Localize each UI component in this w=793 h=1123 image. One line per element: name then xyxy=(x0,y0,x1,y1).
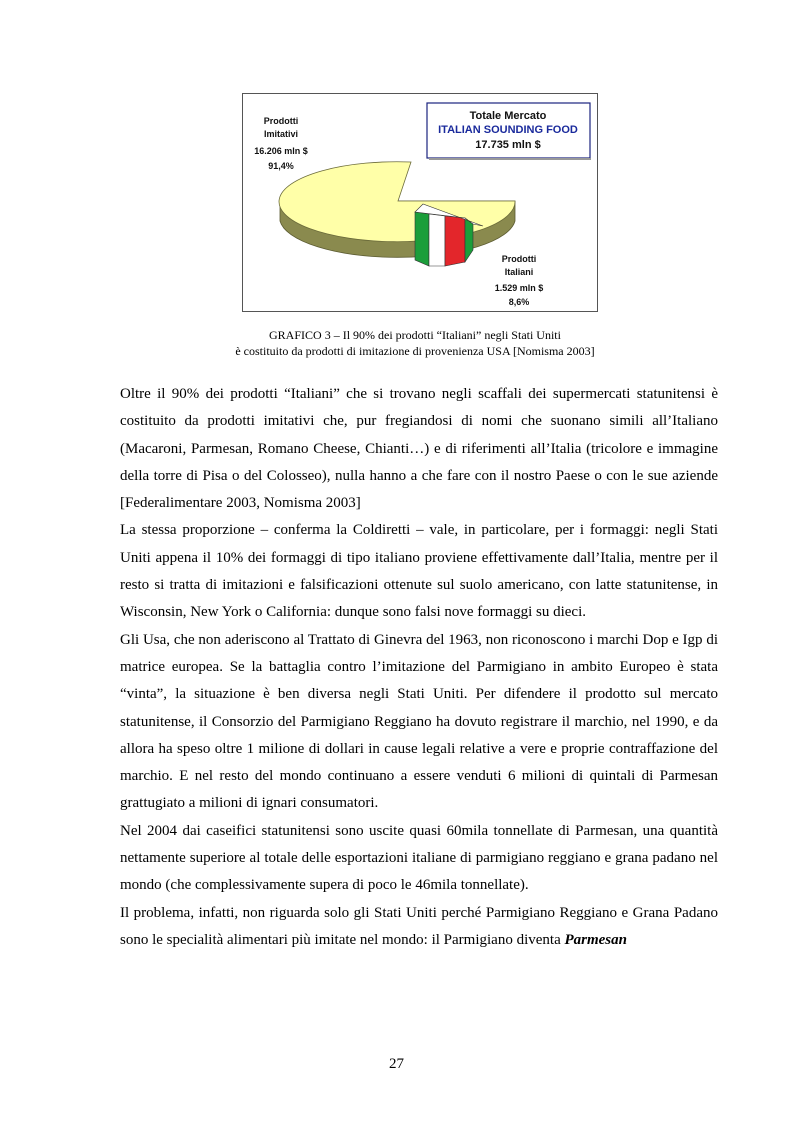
figure-caption-line2: è costituito da prodotti di imitazione di provenienza USA [Nomisma 2003] xyxy=(235,344,595,358)
imitativi-label-value: 16.206 mln $ xyxy=(254,146,308,156)
imitativi-label-line1: Prodotti xyxy=(263,116,299,126)
emphasis-parmesan: Parmesan xyxy=(564,931,627,948)
market-total-value: 17.735 mln $ xyxy=(475,139,541,151)
italiani-label-percent: 8,6% xyxy=(508,297,530,307)
italiani-label-value: 1.529 mln $ xyxy=(494,283,544,293)
italiani-side-red xyxy=(445,216,465,266)
imitativi-label-percent: 91,4% xyxy=(268,161,294,171)
market-total-title: Totale Mercato xyxy=(469,110,547,122)
italiani-label-line1: Prodotti xyxy=(501,254,537,264)
market-total-subtitle: ITALIAN SOUNDING FOOD xyxy=(438,124,578,136)
italiani-side-green xyxy=(415,212,429,266)
paragraph-last xyxy=(120,900,718,955)
pie-slice-imitativi xyxy=(279,162,515,242)
paragraph: Gli Usa, che non aderiscono al Trattato di Ginevra del 1963, non riconoscono i marchi Dop e Igp di matrice europea. Se la battaglia contro l’imitazione del Parmigiano in ambito Europeo è stata “vinta”, la situazione è ben diversa negli Stati Uniti. Per difendere il prodotto sul mercato statunitense, il Consorzio del Parmigiano Reggiano ha dovuto registrare il marchio, nel 1990, e da allora ha speso oltre 1 milione di dollari in cause legali relative a vere e proprie contraffazione del marchio. E nel resto del mondo continuano a essere venduti 6 milioni di quintali di Parmesan grattugiato a milioni di ignari consumatori. xyxy=(120,631,718,812)
figure-caption-line1: GRAFICO 3 – Il 90% dei prodotti “Italiani” negli Stati Uniti xyxy=(269,328,561,342)
paragraph: Oltre il 90% dei prodotti “Italiani” che si trovano negli scaffali dei supermercati statunitensi è costituito da prodotti imitativi che, pur fregiandosi di nomi che suonano simili all’Italiano (Macaroni, Parmesan, Romano Cheese, Chianti…) e di riferimenti all’Italia (tricolore e immagine della torre di Pisa o del Colosseo), nulla hanno a che fare con il nostro Paese o con le sue aziende [Federalimentare 2003, Nomisma 2003] xyxy=(120,386,718,512)
italiani-label-line2: Italiani xyxy=(504,267,534,277)
page-number: 27 xyxy=(389,1056,404,1072)
italiani-side-white xyxy=(429,214,445,266)
pie-chart xyxy=(243,94,597,311)
italiani-front-green xyxy=(465,218,473,262)
pie-chart-figure xyxy=(242,93,598,312)
paragraph: La stessa proporzione – conferma la Coldiretti – vale, in particolare, per i formaggi: negli Stati Uniti appena il 10% dei formaggi di tipo italiano proviene effettivamente dall’Italia, mentre per il resto si tratta di imitazioni e falsificazioni ottenute sul suolo americano, con latte statunitense, in Wisconsin, New York o California: dunque sono falsi nove formaggi su dieci. xyxy=(120,522,718,621)
body-text xyxy=(120,381,718,954)
paragraph: Nel 2004 dai caseifici statunitensi sono uscite quasi 60mila tonnellate di Parmesan, una quantità nettamente superiore al totale delle esportazioni italiane di parmigiano reggiano e grana padano nel mondo (che complessivamente supera di poco le 46mila tonnellate). xyxy=(120,822,718,894)
imitativi-label-line2: Imitativi xyxy=(263,129,299,139)
paragraph-last-text: Il problema, infatti, non riguarda solo gli Stati Uniti perché Parmigiano Reggiano e Grana Padano sono le specialità alimentari più imitate nel mondo: il Parmigiano diventa xyxy=(120,904,718,948)
